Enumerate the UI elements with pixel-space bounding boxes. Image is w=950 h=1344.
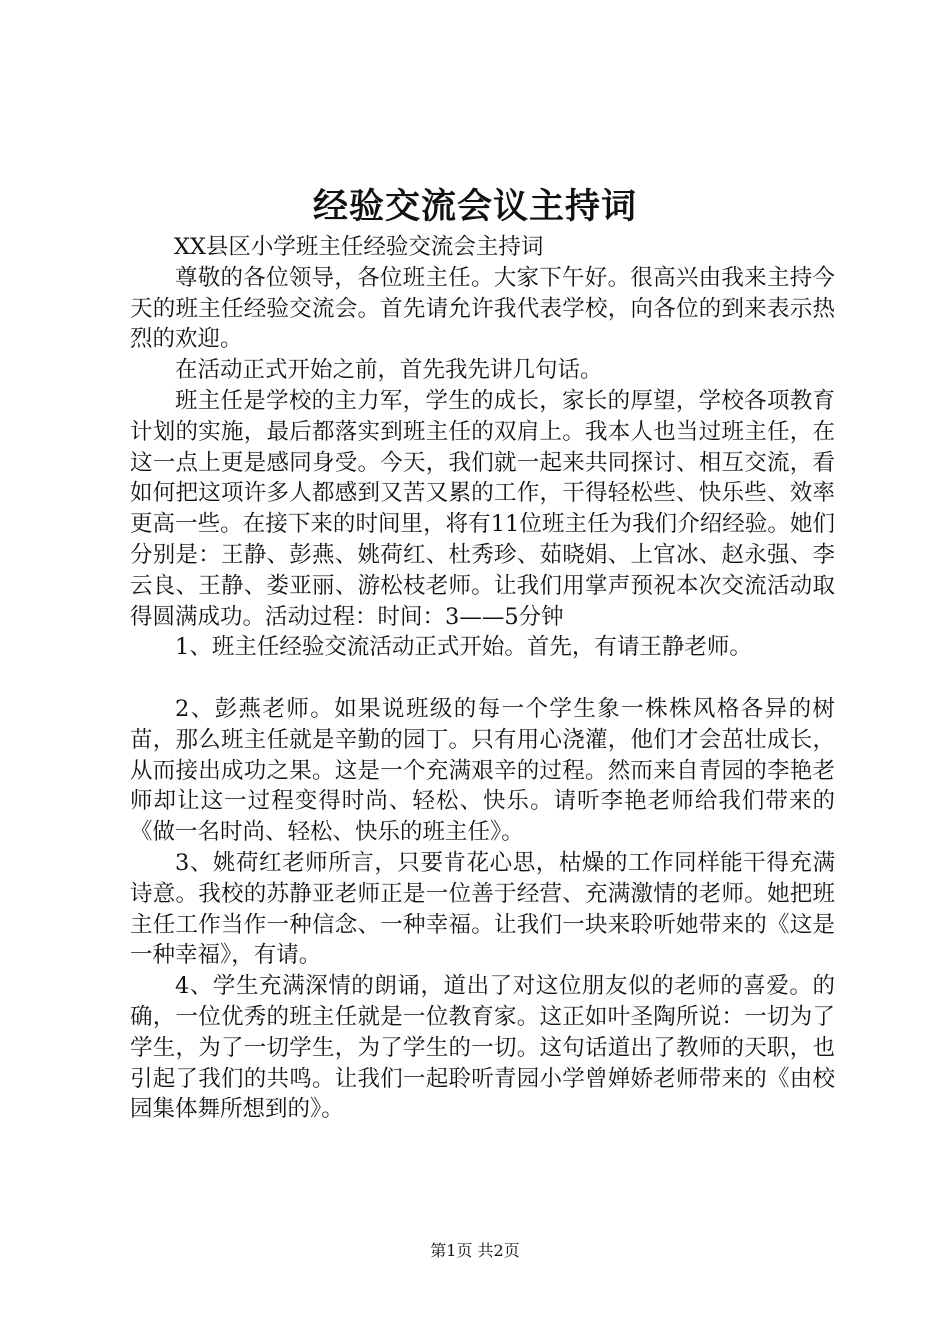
paragraph-main: 班主任是学校的主力军，学生的成长，家长的厚望，学校各项教育计划的实施，最后都落实到班主任的双肩上。我本人也当过班主任，在这一点上更是感同身受。今天，我们就一起来共同探讨、相互交流，看如何把这项许多人都感到又苦又累的工作，干得轻松些、快乐些、效率更高一些。在接下来的时间里，将有11位班主任为我们介绍经验。她们分别是：王静、彭燕、姚荷红、杜秀珍、茹晓娟、上官冰、赵永强、李云良、王静、娄亚丽、游松枝老师。让我们用掌声预祝本次交流活动取得圆满成功。活动过程：时间：3——5分钟 — [130, 387, 835, 630]
paragraph-intro: 在活动正式开始之前，首先我先讲几句话。 — [175, 357, 603, 384]
paragraph-item-3: 3、姚荷红老师所言，只要肯花心思，枯燥的工作同样能干得充满诗意。我校的苏静亚老师正是一位善于经营、充满激情的老师。她把班主任工作当作一种信念、一种幸福。让我们一块来聆听她带来的《这是一种幸福》，有请。 — [130, 849, 835, 969]
blank-line — [130, 663, 835, 694]
page-footer: 第1页 共2页 — [430, 1241, 520, 1260]
document-body — [130, 232, 835, 1125]
document-subtitle: XX县区小学班主任经验交流会主持词 — [173, 234, 544, 260]
document-title: 经验交流会议主持词 — [312, 186, 637, 227]
paragraph-item-4: 4、学生充满深情的朗诵，道出了对这位朋友似的老师的喜爱。的确，一位优秀的班主任就是一位教育家。这正如叶圣陶所说：一切为了学生，为了一切学生，为了学生的一切。这句话道出了教师的天职，也引起了我们的共鸣。让我们一起聆听青园小学曾婵娇老师带来的《由校园集体舞所想到的》。 — [130, 973, 835, 1123]
paragraph-item-2: 2、彭燕老师。如果说班级的每一个学生象一株株风格各异的树苗，那么班主任就是辛勤的园丁。只有用心浇灌，他们才会茁壮成长，从而接出成功之果。这是一个充满艰辛的过程。然而来自青园的李艳老师却让这一过程变得时尚、轻松、快乐。请听李艳老师给我们带来的《做一名时尚、轻松、快乐的班主任》。 — [130, 695, 835, 846]
paragraph-greeting: 尊敬的各位领导，各位班主任。大家下午好。很高兴由我来主持今天的班主任经验交流会。首先请允许我代表学校，向各位的到来表示热烈的欢迎。 — [130, 264, 835, 353]
paragraph-item-1: 1、班主任经验交流活动正式开始。首先，有请王静老师。 — [175, 634, 752, 661]
